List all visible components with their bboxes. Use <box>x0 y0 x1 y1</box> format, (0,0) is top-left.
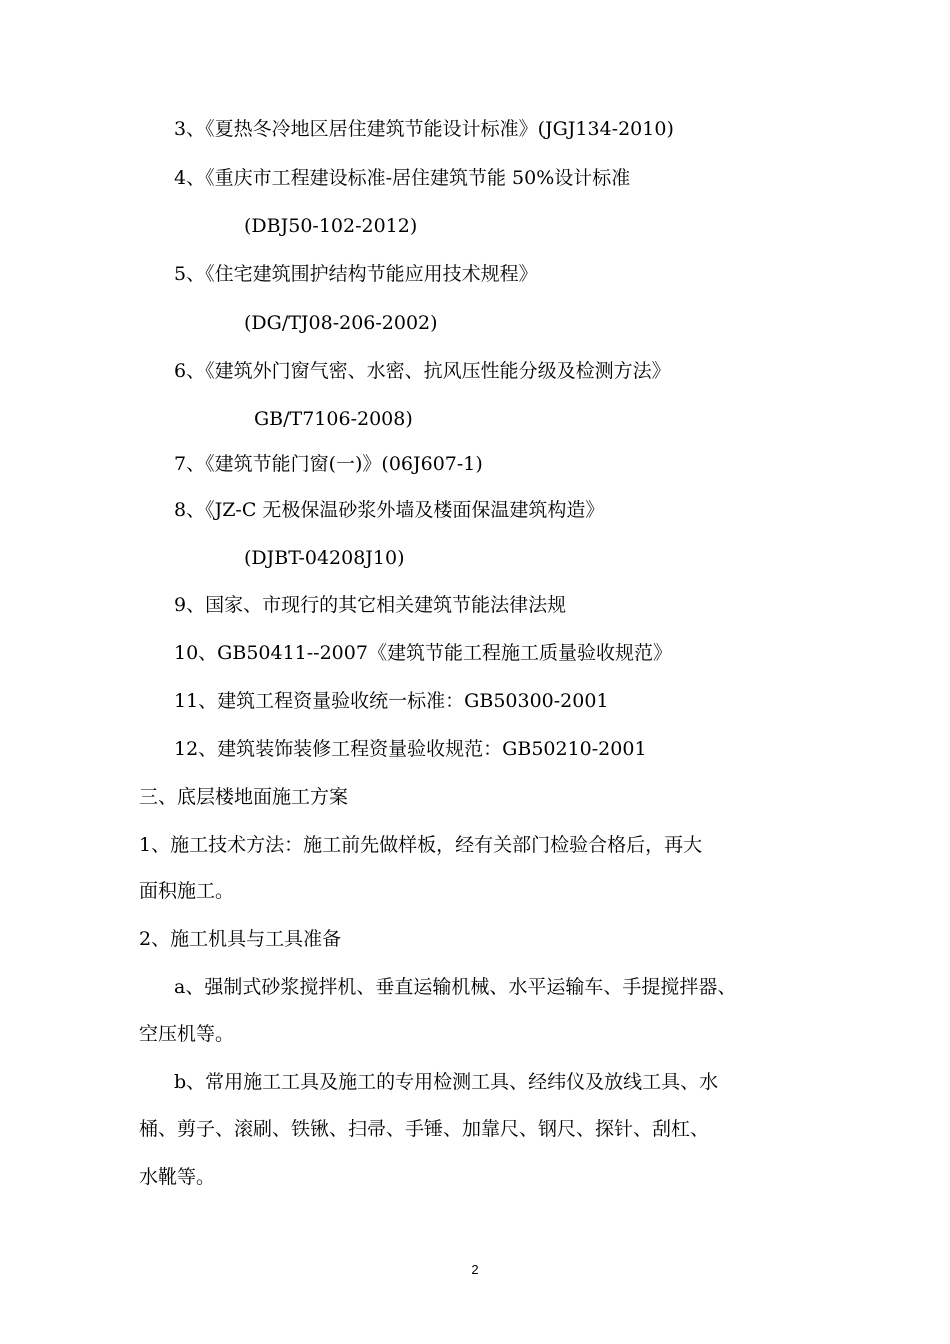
paragraph-a-line-2: 空压机等。 <box>139 1023 235 1045</box>
reference-item-11: 11、建筑工程资量验收统一标准：GB50300-2001 <box>174 690 609 712</box>
reference-item-8-code: (DJBT-04208J10) <box>244 547 405 569</box>
reference-item-8: 8、《JZ-C 无极保温砂浆外墙及楼面保温建筑构造》 <box>174 499 605 521</box>
reference-item-7: 7、《建筑节能门窗(一)》(06J607-1) <box>174 453 483 475</box>
paragraph-2-heading: 2、施工机具与工具准备 <box>139 928 342 950</box>
reference-item-4-code: (DBJ50-102-2012) <box>244 215 418 237</box>
page-number: 2 <box>471 1262 479 1277</box>
paragraph-b-line-1: b、常用施工工具及施工的专用检测工具、经纬仪及放线工具、水 <box>174 1071 719 1093</box>
paragraph-b-line-2: 桶、剪子、滚刷、铁锹、扫帚、手锤、加靠尺、钢尺、探针、刮杠、 <box>139 1118 710 1140</box>
reference-item-5-code: (DG/TJ08-206-2002) <box>244 312 438 334</box>
section-heading: 三、底层楼地面施工方案 <box>139 786 349 808</box>
paragraph-a-line-1: a、强制式砂浆搅拌机、垂直运输机械、水平运输车、手提搅拌器、 <box>174 976 737 998</box>
reference-item-4: 4、《重庆市工程建设标准-居住建筑节能 50%设计标准 <box>174 167 631 189</box>
reference-item-6-code: GB/T7106-2008) <box>254 408 413 430</box>
reference-item-12: 12、建筑装饰装修工程资量验收规范：GB50210-2001 <box>174 738 647 760</box>
reference-item-3: 3、《夏热冬冷地区居住建筑节能设计标准》(JGJ134-2010) <box>174 118 674 140</box>
paragraph-b-line-3: 水靴等。 <box>139 1166 216 1188</box>
reference-item-5: 5、《住宅建筑围护结构节能应用技术规程》 <box>174 263 538 285</box>
reference-item-6: 6、《建筑外门窗气密、水密、抗风压性能分级及检测方法》 <box>174 360 671 382</box>
reference-item-10: 10、GB50411--2007《建筑节能工程施工质量验收规范》 <box>174 642 672 664</box>
paragraph-1-line-1: 1、施工技术方法：施工前先做样板，经有关部门检验合格后，再大 <box>139 834 703 856</box>
paragraph-1-line-2: 面积施工。 <box>139 880 235 902</box>
reference-item-9: 9、国家、市现行的其它相关建筑节能法律法规 <box>174 594 567 616</box>
